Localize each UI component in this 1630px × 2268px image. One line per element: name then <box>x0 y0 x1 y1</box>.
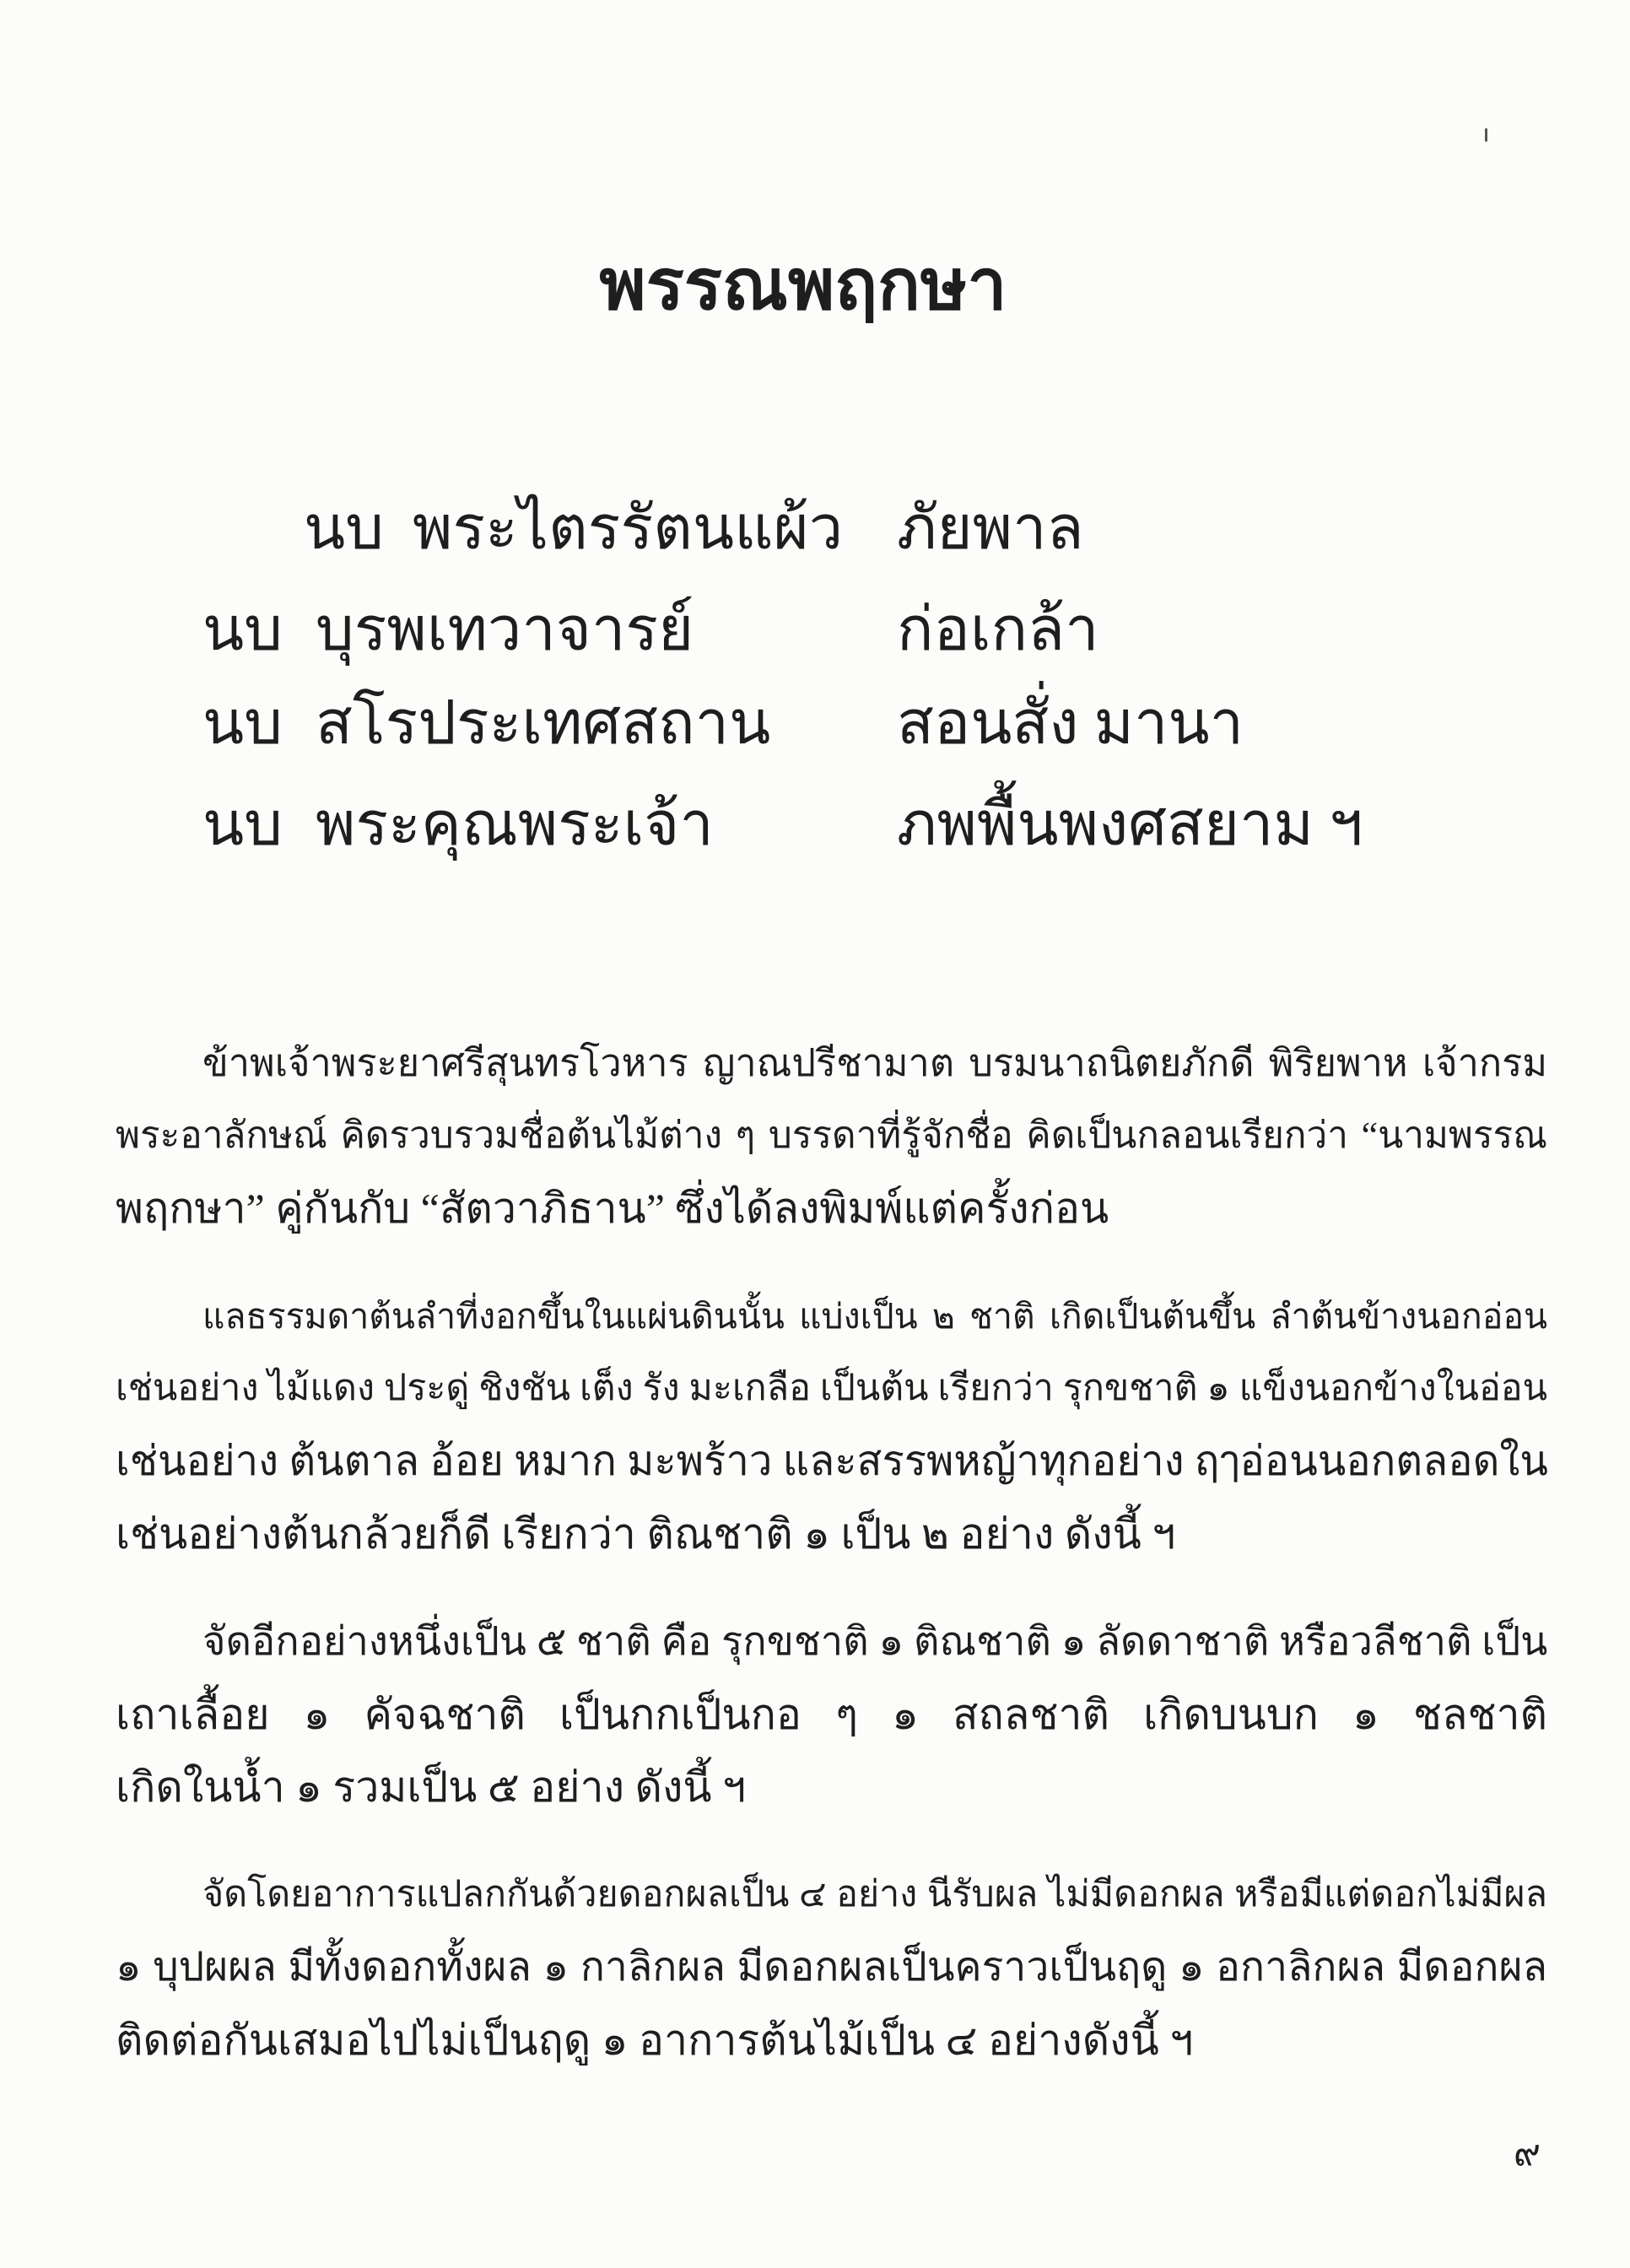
scan-speck <box>1485 128 1487 142</box>
paragraph-line: เช่นอย่าง ไม้แดง ประดู่ ชิงชัน เต็ง รัง มะเกลือ เป็นต้น เรียกว่า รุกขชาติ ๑ แข็งนอกข้างในอ่อน <box>116 1369 1547 1408</box>
poem-line <box>0 674 1630 773</box>
paragraph-line: แลธรรมดาต้นลำที่งอกขึ้นในแผ่นดินนั้น แบ่งเป็น ๒ ชาติ เกิดเป็นต้นขึ้น ลำต้นข้างนอกอ่อน <box>202 1297 1547 1336</box>
paragraph <box>116 1859 1547 2076</box>
paragraph <box>116 1027 1547 1245</box>
paragraph-line: เช่นอย่าง ต้นตาล อ้อย หมาก มะพร้าว และสรรพหญ้าทุกอย่าง ฤๅอ่อนนอกตลอดใน <box>116 1438 1548 1484</box>
poem-second-half: สอนสั่ง มานา <box>897 689 1244 757</box>
poem-second-half: ภพพื้นพงศสยาม ฯ <box>897 791 1363 858</box>
poem-line <box>0 479 1630 578</box>
paragraph-line: เถาเลื้อย ๑ คัจฉชาติ เป็นกกเป็นกอ ๆ ๑ สถลชาติ เกิดบนบก ๑ ชลชาติ <box>116 1691 1547 1738</box>
poem-lead: นบ <box>202 791 283 858</box>
poem-first-half: พระคุณพระเจ้า <box>316 791 714 858</box>
poem-first-half: พระไตรรัตนแผ้ว <box>413 494 844 562</box>
poem-second-half: ภัยพาล <box>897 494 1084 562</box>
poem-first-half: สโรประเทศสถาน <box>316 689 771 757</box>
paragraph <box>116 1606 1547 1823</box>
paragraph <box>116 1280 1547 1570</box>
paragraph-line: จัดโดยอาการแปลกกันด้วยดอกผลเป็น ๔ อย่าง นีรับผล ไม่มีดอกผล หรือมีแต่ดอกไม่มีผล <box>202 1875 1547 1914</box>
paragraph-line: เกิดในน้ำ ๑ รวมเป็น ๕ อย่าง ดังนี้ ฯ <box>116 1763 747 1811</box>
poem-first-half: บุรพเทวาจารย์ <box>316 596 694 663</box>
paragraph-line: จัดอีกอย่างหนึ่งเป็น ๕ ชาติ คือ รุกขชาติ ๑ ติณชาติ ๑ ลัดดาชาติ หรือวลีชาติ เป็น <box>202 1620 1548 1664</box>
poem-lead: นบ <box>304 494 384 562</box>
poem-line <box>0 775 1630 874</box>
poem-lead: นบ <box>202 689 283 757</box>
poem-line <box>0 580 1630 679</box>
poem-lead: นบ <box>202 596 283 663</box>
paragraph-line: ข้าพเจ้าพระยาศรีสุนทรโวหาร ญาณปรีชามาต บรมนาถนิตยภักดี พิริยพาห เจ้ากรม <box>202 1042 1547 1084</box>
page-title: พรรณพฤกษา <box>599 246 1007 326</box>
paragraph-line: เช่นอย่างต้นกล้วยก็ดี เรียกว่า ติณชาติ ๑ เป็น ๒ อย่าง ดังนี้ ฯ <box>116 1510 1176 1558</box>
paragraph-line: ติดต่อกันเสมอไปไม่เป็นฤดู ๑ อาการต้นไม้เป็น ๔ อย่างดังนี้ ฯ <box>116 2017 1194 2064</box>
paragraph-line: ๑ บุปผผล มีทั้งดอกทั้งผล ๑ กาลิกผล มีดอกผลเป็นคราวเป็นฤดู ๑ อกาลิกผล มีดอกผล <box>116 1945 1547 1990</box>
paragraph-line: พฤกษา” คู่กันกับ “สัตวาภิธาน” ซึ่งได้ลงพิมพ์แต่ครั้งก่อน <box>116 1185 1109 1232</box>
page-number: ๙ <box>1513 2132 1541 2174</box>
paragraph-line: พระอาลักษณ์ คิดรวบรวมชื่อต้นไม้ต่าง ๆ บรรดาที่รู้จักชื่อ คิดเป็นกลอนเรียกว่า “นามพรรณ <box>116 1115 1547 1156</box>
poem-second-half: ก่อเกล้า <box>897 596 1099 663</box>
